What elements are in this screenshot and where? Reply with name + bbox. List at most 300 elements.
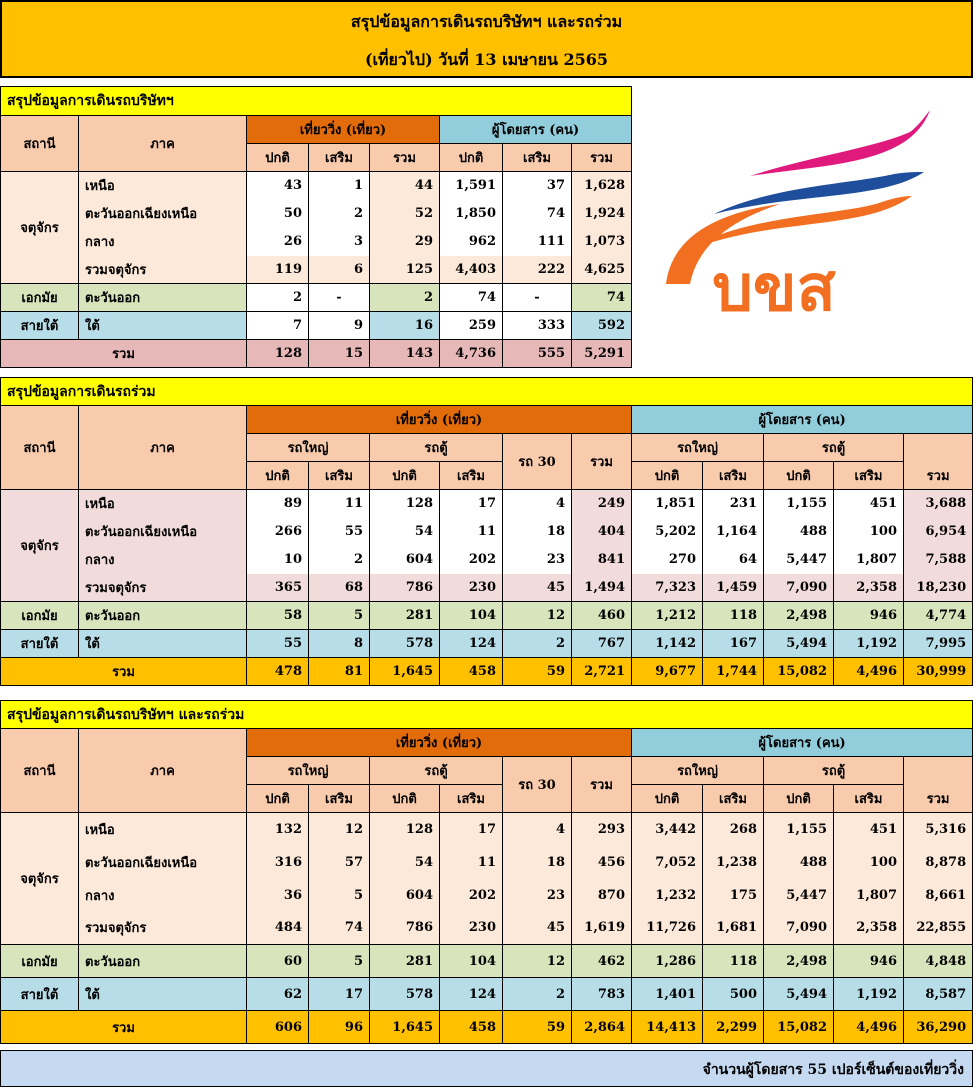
value-cell: 104 <box>440 945 503 978</box>
value-cell: 15,082 <box>764 658 834 686</box>
value-cell: 58 <box>247 602 309 630</box>
value-cell: 946 <box>834 602 904 630</box>
region-cell: กลาง <box>79 546 247 574</box>
value-cell: 1,286 <box>632 945 703 978</box>
station-header: สถานี <box>1 116 79 172</box>
value-cell: 578 <box>370 630 440 658</box>
region-cell: กลาง <box>79 228 247 256</box>
value-cell: 9 <box>309 312 370 340</box>
value-cell: 143 <box>370 340 440 368</box>
total-label: รวม <box>1 1011 247 1044</box>
value-cell: 293 <box>572 813 632 846</box>
value-cell: 44 <box>370 172 440 200</box>
value-cell: 555 <box>503 340 572 368</box>
region-cell: รวมจตุจักร <box>79 574 247 602</box>
value-cell: 175 <box>703 879 764 912</box>
normal-header: ปกติ <box>247 144 309 172</box>
value-cell: 7,588 <box>904 546 973 574</box>
region-cell: เหนือ <box>79 172 247 200</box>
value-cell: 45 <box>503 912 572 945</box>
value-cell: 100 <box>834 518 904 546</box>
value-cell: 451 <box>834 813 904 846</box>
trips-header: เที่ยววิ่ง (เที่ยว) <box>247 116 440 144</box>
normal-header: ปกติ <box>247 462 309 490</box>
region-cell: เหนือ <box>79 490 247 518</box>
value-cell: 17 <box>440 813 503 846</box>
normal-header: ปกติ <box>764 462 834 490</box>
normal-header: ปกติ <box>247 785 309 813</box>
value-cell: 11 <box>440 518 503 546</box>
value-cell: 578 <box>370 978 440 1011</box>
value-cell: 4,496 <box>834 658 904 686</box>
value-cell: 55 <box>309 518 370 546</box>
value-cell: 4,403 <box>440 256 503 284</box>
table3-title: สรุปข้อมูลการเดินรถบริษัทฯ และรถร่วม <box>1 701 973 729</box>
value-cell: 59 <box>503 658 572 686</box>
extra-header: เสริม <box>309 785 370 813</box>
value-cell: 281 <box>370 602 440 630</box>
value-cell: 36,290 <box>904 1011 973 1044</box>
value-cell: 5 <box>309 945 370 978</box>
value-cell: - <box>309 284 370 312</box>
value-cell: 9,677 <box>632 658 703 686</box>
value-cell: 2,299 <box>703 1011 764 1044</box>
value-cell: 1,459 <box>703 574 764 602</box>
region-cell: รวมจตุจักร <box>79 912 247 945</box>
value-cell: 36 <box>247 879 309 912</box>
value-cell: 62 <box>247 978 309 1011</box>
value-cell: 4,848 <box>904 945 973 978</box>
extra-header: เสริม <box>440 462 503 490</box>
value-cell: 5 <box>309 602 370 630</box>
value-cell: 89 <box>247 490 309 518</box>
region-cell: ตะวันออกเฉียงเหนือ <box>79 846 247 879</box>
table-row <box>1 813 973 846</box>
value-cell: 231 <box>703 490 764 518</box>
value-cell: 1,645 <box>370 658 440 686</box>
value-cell: 4 <box>503 813 572 846</box>
value-cell: 1,155 <box>764 813 834 846</box>
value-cell: 74 <box>503 200 572 228</box>
value-cell: 2,498 <box>764 602 834 630</box>
value-cell: 118 <box>703 602 764 630</box>
value-cell: 484 <box>247 912 309 945</box>
value-cell: 488 <box>764 846 834 879</box>
normal-header: ปกติ <box>370 785 440 813</box>
station-cell: เอกมัย <box>1 945 79 978</box>
extra-header: เสริม <box>309 144 370 172</box>
station-cell: สายใต้ <box>1 312 79 340</box>
total-header: รวม <box>572 757 632 813</box>
van-header: รถตู้ <box>370 757 503 785</box>
value-cell: 11 <box>309 490 370 518</box>
value-cell: 1,851 <box>632 490 703 518</box>
value-cell: 6,954 <box>904 518 973 546</box>
value-cell: 18 <box>503 518 572 546</box>
value-cell: 604 <box>370 879 440 912</box>
value-cell: 488 <box>764 518 834 546</box>
total-row <box>1 1011 973 1044</box>
value-cell: 128 <box>247 340 309 368</box>
normal-header: ปกติ <box>632 785 703 813</box>
value-cell: 17 <box>440 490 503 518</box>
value-cell: 2 <box>503 978 572 1011</box>
region-cell: เหนือ <box>79 813 247 846</box>
bigbus-header: รถใหญ่ <box>632 757 764 785</box>
region-cell: ตะวันออกเฉียงเหนือ <box>79 518 247 546</box>
value-cell: 786 <box>370 912 440 945</box>
value-cell: 249 <box>572 490 632 518</box>
bks-logo <box>662 104 934 324</box>
value-cell: 7,323 <box>632 574 703 602</box>
normal-header: ปกติ <box>440 144 503 172</box>
value-cell: 37 <box>503 172 572 200</box>
value-cell: 7,995 <box>904 630 973 658</box>
total-header: รวม <box>370 144 440 172</box>
value-cell: 7,052 <box>632 846 703 879</box>
region-cell: ตะวันออก <box>79 945 247 978</box>
value-cell: 16 <box>370 312 440 340</box>
station-cell: จตุจักร <box>1 813 79 945</box>
van-header: รถตู้ <box>764 757 904 785</box>
blank-header <box>904 757 973 785</box>
van-header: รถตู้ <box>764 434 904 462</box>
value-cell: 5,202 <box>632 518 703 546</box>
value-cell: 68 <box>309 574 370 602</box>
value-cell: 111 <box>503 228 572 256</box>
value-cell: 124 <box>440 630 503 658</box>
value-cell: 8,878 <box>904 846 973 879</box>
value-cell: 8,661 <box>904 879 973 912</box>
passengers-header: ผู้โดยสาร (คน) <box>440 116 632 144</box>
station-cell: สายใต้ <box>1 978 79 1011</box>
logo-pink-wave <box>750 110 930 176</box>
value-cell: 22,855 <box>904 912 973 945</box>
value-cell: 478 <box>247 658 309 686</box>
value-cell: 870 <box>572 879 632 912</box>
table-row <box>1 228 632 256</box>
value-cell: 1,619 <box>572 912 632 945</box>
bus30-header: รถ 30 <box>503 434 572 490</box>
value-cell: 7,090 <box>764 574 834 602</box>
value-cell: 451 <box>834 490 904 518</box>
table-row <box>1 912 973 945</box>
table-row <box>1 879 973 912</box>
total-header: รวม <box>572 434 632 490</box>
region-cell: ใต้ <box>79 312 247 340</box>
value-cell: 60 <box>247 945 309 978</box>
total-header: รวม <box>904 462 973 490</box>
table-row <box>1 200 632 228</box>
value-cell: 18,230 <box>904 574 973 602</box>
value-cell: 8 <box>309 630 370 658</box>
value-cell: 7,090 <box>764 912 834 945</box>
value-cell: 30,999 <box>904 658 973 686</box>
value-cell: 11,726 <box>632 912 703 945</box>
value-cell: 119 <box>247 256 309 284</box>
value-cell: 74 <box>309 912 370 945</box>
value-cell: 1,807 <box>834 546 904 574</box>
value-cell: 11 <box>440 846 503 879</box>
region-cell: กลาง <box>79 879 247 912</box>
value-cell: 2 <box>247 284 309 312</box>
value-cell: 1,924 <box>572 200 632 228</box>
value-cell: 786 <box>370 574 440 602</box>
combined-summary-table <box>0 700 973 1044</box>
value-cell: 15,082 <box>764 1011 834 1044</box>
value-cell: 1,850 <box>440 200 503 228</box>
value-cell: 230 <box>440 574 503 602</box>
value-cell: 316 <box>247 846 309 879</box>
table-row <box>1 312 632 340</box>
van-header: รถตู้ <box>370 434 503 462</box>
value-cell: 3 <box>309 228 370 256</box>
value-cell: 5,291 <box>572 340 632 368</box>
value-cell: 1,807 <box>834 879 904 912</box>
value-cell: 1,401 <box>632 978 703 1011</box>
value-cell: 222 <box>503 256 572 284</box>
extra-header: เสริม <box>503 144 572 172</box>
value-cell: 5,494 <box>764 978 834 1011</box>
value-cell: 4 <box>503 490 572 518</box>
station-cell: จตุจักร <box>1 172 79 284</box>
value-cell: 54 <box>370 518 440 546</box>
value-cell: 1,192 <box>834 630 904 658</box>
value-cell: 14,413 <box>632 1011 703 1044</box>
value-cell: 4,625 <box>572 256 632 284</box>
table-row <box>1 518 973 546</box>
value-cell: 2,721 <box>572 658 632 686</box>
value-cell: 333 <box>503 312 572 340</box>
value-cell: 64 <box>703 546 764 574</box>
region-header: ภาค <box>79 116 247 172</box>
value-cell: 26 <box>247 228 309 256</box>
value-cell: 962 <box>440 228 503 256</box>
value-cell: 5,316 <box>904 813 973 846</box>
table-row <box>1 978 973 1011</box>
value-cell: 18 <box>503 846 572 879</box>
table-row <box>1 172 632 200</box>
normal-header: ปกติ <box>370 462 440 490</box>
value-cell: 202 <box>440 546 503 574</box>
value-cell: - <box>503 284 572 312</box>
passengers-header: ผู้โดยสาร (คน) <box>632 406 973 434</box>
value-cell: 404 <box>572 518 632 546</box>
extra-header: เสริม <box>703 462 764 490</box>
trips-header: เที่ยววิ่ง (เที่ยว) <box>247 406 632 434</box>
station-cell: เอกมัย <box>1 284 79 312</box>
value-cell: 29 <box>370 228 440 256</box>
value-cell: 50 <box>247 200 309 228</box>
total-row <box>1 340 632 368</box>
value-cell: 12 <box>503 602 572 630</box>
region-cell: รวมจตุจักร <box>79 256 247 284</box>
bigbus-header: รถใหญ่ <box>247 757 370 785</box>
logo-blue-wave <box>714 172 924 214</box>
value-cell: 1,232 <box>632 879 703 912</box>
value-cell: 128 <box>370 490 440 518</box>
value-cell: 767 <box>572 630 632 658</box>
bigbus-header: รถใหญ่ <box>247 434 370 462</box>
table-row <box>1 945 973 978</box>
logo-text: บขส <box>712 252 836 324</box>
total-label: รวม <box>1 340 247 368</box>
value-cell: 10 <box>247 546 309 574</box>
value-cell: 12 <box>503 945 572 978</box>
region-header: ภาค <box>79 406 247 490</box>
value-cell: 2 <box>309 200 370 228</box>
value-cell: 783 <box>572 978 632 1011</box>
value-cell: 104 <box>440 602 503 630</box>
value-cell: 270 <box>632 546 703 574</box>
normal-header: ปกติ <box>764 785 834 813</box>
normal-header: ปกติ <box>632 462 703 490</box>
station-cell: จตุจักร <box>1 490 79 602</box>
value-cell: 2 <box>309 546 370 574</box>
station-cell: สายใต้ <box>1 630 79 658</box>
value-cell: 100 <box>834 846 904 879</box>
region-cell: ใต้ <box>79 630 247 658</box>
station-cell: เอกมัย <box>1 602 79 630</box>
value-cell: 3,442 <box>632 813 703 846</box>
extra-header: เสริม <box>440 785 503 813</box>
page-subtitle: (เที่ยวไป) วันที่ 13 เมษายน 2565 <box>364 50 609 69</box>
value-cell: 167 <box>703 630 764 658</box>
page-header <box>0 0 973 78</box>
station-header: สถานี <box>1 406 79 490</box>
total-row <box>1 658 973 686</box>
value-cell: 456 <box>572 846 632 879</box>
value-cell: 202 <box>440 879 503 912</box>
value-cell: 1 <box>309 172 370 200</box>
value-cell: 2,498 <box>764 945 834 978</box>
value-cell: 2,358 <box>834 574 904 602</box>
extra-header: เสริม <box>703 785 764 813</box>
value-cell: 4,774 <box>904 602 973 630</box>
value-cell: 841 <box>572 546 632 574</box>
value-cell: 946 <box>834 945 904 978</box>
region-header: ภาค <box>79 729 247 813</box>
value-cell: 43 <box>247 172 309 200</box>
station-header: สถานี <box>1 729 79 813</box>
total-label: รวม <box>1 658 247 686</box>
value-cell: 268 <box>703 813 764 846</box>
extra-header: เสริม <box>834 785 904 813</box>
footer-note: จำนวนผู้โดยสาร 55 เปอร์เซ็นต์ของเที่ยววิ่ง <box>0 1050 973 1087</box>
value-cell: 606 <box>247 1011 309 1044</box>
value-cell: 460 <box>572 602 632 630</box>
value-cell: 124 <box>440 978 503 1011</box>
table-row <box>1 546 973 574</box>
value-cell: 4,736 <box>440 340 503 368</box>
value-cell: 12 <box>309 813 370 846</box>
table-row <box>1 630 973 658</box>
table2-title: สรุปข้อมูลการเดินรถร่วม <box>1 378 973 406</box>
table-row <box>1 574 973 602</box>
table-row <box>1 490 973 518</box>
value-cell: 5 <box>309 879 370 912</box>
passengers-header: ผู้โดยสาร (คน) <box>632 729 973 757</box>
value-cell: 5,447 <box>764 546 834 574</box>
region-cell: ตะวันออก <box>79 602 247 630</box>
value-cell: 1,212 <box>632 602 703 630</box>
value-cell: 8,587 <box>904 978 973 1011</box>
value-cell: 2,864 <box>572 1011 632 1044</box>
value-cell: 57 <box>309 846 370 879</box>
value-cell: 1,155 <box>764 490 834 518</box>
value-cell: 81 <box>309 658 370 686</box>
extra-header: เสริม <box>309 462 370 490</box>
value-cell: 17 <box>309 978 370 1011</box>
value-cell: 500 <box>703 978 764 1011</box>
value-cell: 1,073 <box>572 228 632 256</box>
value-cell: 365 <box>247 574 309 602</box>
value-cell: 74 <box>440 284 503 312</box>
value-cell: 1,142 <box>632 630 703 658</box>
value-cell: 592 <box>572 312 632 340</box>
value-cell: 1,494 <box>572 574 632 602</box>
value-cell: 125 <box>370 256 440 284</box>
value-cell: 281 <box>370 945 440 978</box>
value-cell: 7 <box>247 312 309 340</box>
table-row <box>1 284 632 312</box>
value-cell: 118 <box>703 945 764 978</box>
value-cell: 1,628 <box>572 172 632 200</box>
value-cell: 23 <box>503 546 572 574</box>
company-summary-table <box>0 86 632 368</box>
value-cell: 1,238 <box>703 846 764 879</box>
value-cell: 6 <box>309 256 370 284</box>
value-cell: 458 <box>440 658 503 686</box>
region-cell: ตะวันออก <box>79 284 247 312</box>
value-cell: 1,744 <box>703 658 764 686</box>
value-cell: 1,164 <box>703 518 764 546</box>
value-cell: 128 <box>370 813 440 846</box>
bigbus-header: รถใหญ่ <box>632 434 764 462</box>
total-header: รวม <box>572 144 632 172</box>
bus30-header: รถ 30 <box>503 757 572 813</box>
value-cell: 2 <box>370 284 440 312</box>
value-cell: 59 <box>503 1011 572 1044</box>
partner-summary-table <box>0 377 973 686</box>
value-cell: 96 <box>309 1011 370 1044</box>
value-cell: 1,591 <box>440 172 503 200</box>
page-title: สรุปข้อมูลการเดินรถบริษัทฯ และรถร่วม <box>350 12 623 31</box>
value-cell: 2 <box>503 630 572 658</box>
blank-header <box>904 434 973 462</box>
table-row <box>1 256 632 284</box>
value-cell: 5,494 <box>764 630 834 658</box>
value-cell: 458 <box>440 1011 503 1044</box>
value-cell: 1,681 <box>703 912 764 945</box>
region-cell: ตะวันออกเฉียงเหนือ <box>79 200 247 228</box>
region-cell: ใต้ <box>79 978 247 1011</box>
value-cell: 74 <box>572 284 632 312</box>
value-cell: 132 <box>247 813 309 846</box>
value-cell: 54 <box>370 846 440 879</box>
value-cell: 2,358 <box>834 912 904 945</box>
value-cell: 45 <box>503 574 572 602</box>
value-cell: 259 <box>440 312 503 340</box>
value-cell: 52 <box>370 200 440 228</box>
total-header: รวม <box>904 785 973 813</box>
value-cell: 1,192 <box>834 978 904 1011</box>
value-cell: 266 <box>247 518 309 546</box>
value-cell: 604 <box>370 546 440 574</box>
value-cell: 1,645 <box>370 1011 440 1044</box>
table-row <box>1 602 973 630</box>
value-cell: 230 <box>440 912 503 945</box>
